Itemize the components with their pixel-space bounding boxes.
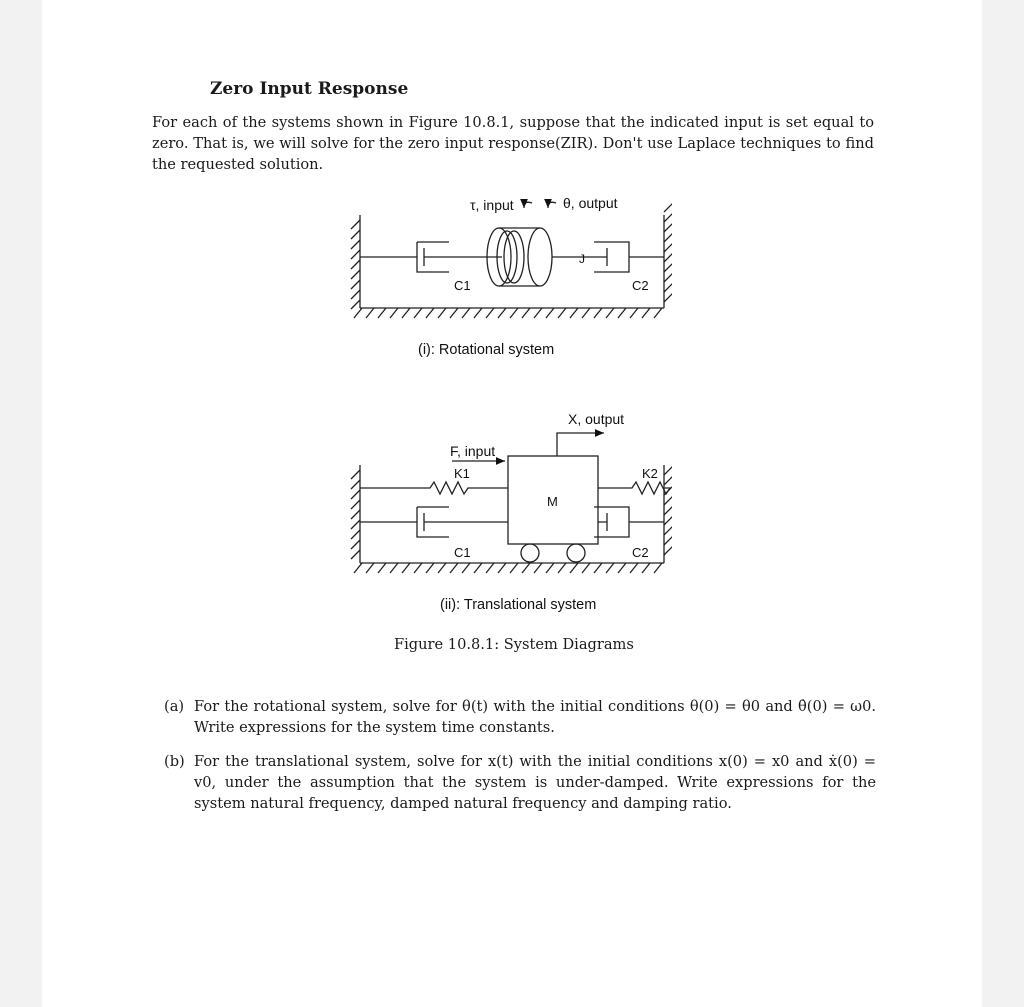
question-b-label: (b) bbox=[164, 753, 185, 770]
spring-k1 bbox=[360, 482, 508, 494]
damper-c2 bbox=[594, 507, 664, 537]
question-a-text: For the rotational system, solve for θ(t) with the initial conditions θ(0) = θ0 and θ̇(0) = ω0. Write expressions for the system time constants. bbox=[194, 698, 876, 736]
rot-output-label: θ, output bbox=[563, 195, 618, 211]
question-b-text: For the translational system, solve for x(t) with the initial conditions x(0) = x0 and ẋ(0) = v0, under the assumption that the system is under-damped. Write expressions for the system natural frequency, damped natural frequency and damping ratio. bbox=[194, 753, 876, 812]
damper-c2 bbox=[582, 242, 644, 272]
trans-c1-label: C1 bbox=[454, 545, 471, 560]
wheel-right bbox=[567, 544, 585, 562]
trans-c2-label: C2 bbox=[632, 545, 649, 560]
rot-inertia-label: J bbox=[579, 252, 585, 266]
trans-k1-label: K1 bbox=[454, 466, 470, 481]
input-arrow bbox=[524, 202, 532, 208]
translational-figure-title: (ii): Translational system bbox=[440, 597, 597, 613]
trans-input-label: F, input bbox=[450, 443, 496, 459]
document-page bbox=[42, 0, 982, 1007]
spring-k2 bbox=[598, 482, 670, 494]
rotational-figure-title: (i): Rotational system bbox=[418, 342, 555, 358]
inertia-disk-front bbox=[528, 228, 552, 286]
figure-caption: Figure 10.8.1: System Diagrams bbox=[394, 636, 634, 653]
translational-system-diagram bbox=[342, 405, 672, 585]
output-arrow bbox=[557, 433, 604, 456]
trans-output-label: X, output bbox=[568, 411, 625, 427]
output-arrow bbox=[548, 202, 556, 208]
floor-hatch bbox=[354, 563, 662, 573]
left-wall-hatch bbox=[351, 220, 360, 309]
rotational-system-diagram bbox=[342, 190, 672, 340]
damper-c1 bbox=[402, 242, 478, 272]
question-a-label: (a) bbox=[164, 698, 185, 715]
wheel-left bbox=[521, 544, 539, 562]
damper-c1 bbox=[360, 507, 508, 537]
rot-c1-label: C1 bbox=[454, 278, 471, 293]
right-wall-hatch bbox=[664, 466, 672, 555]
trans-mass-label: M bbox=[547, 494, 558, 509]
section-title: Zero Input Response bbox=[210, 79, 409, 99]
left-wall-hatch bbox=[351, 470, 360, 559]
floor-hatch bbox=[354, 308, 662, 318]
right-wall-hatch bbox=[664, 203, 672, 302]
rot-input-label: τ, input bbox=[470, 197, 514, 213]
rot-c2-label: C2 bbox=[632, 278, 649, 293]
intro-paragraph: For each of the systems shown in Figure 10.8.1, suppose that the indicated input is set equal to zero. That is, we will solve for the zero input response(ZIR). Don't use Laplace techniques to find the requested solution. bbox=[152, 114, 874, 173]
trans-k2-label: K2 bbox=[642, 466, 658, 481]
